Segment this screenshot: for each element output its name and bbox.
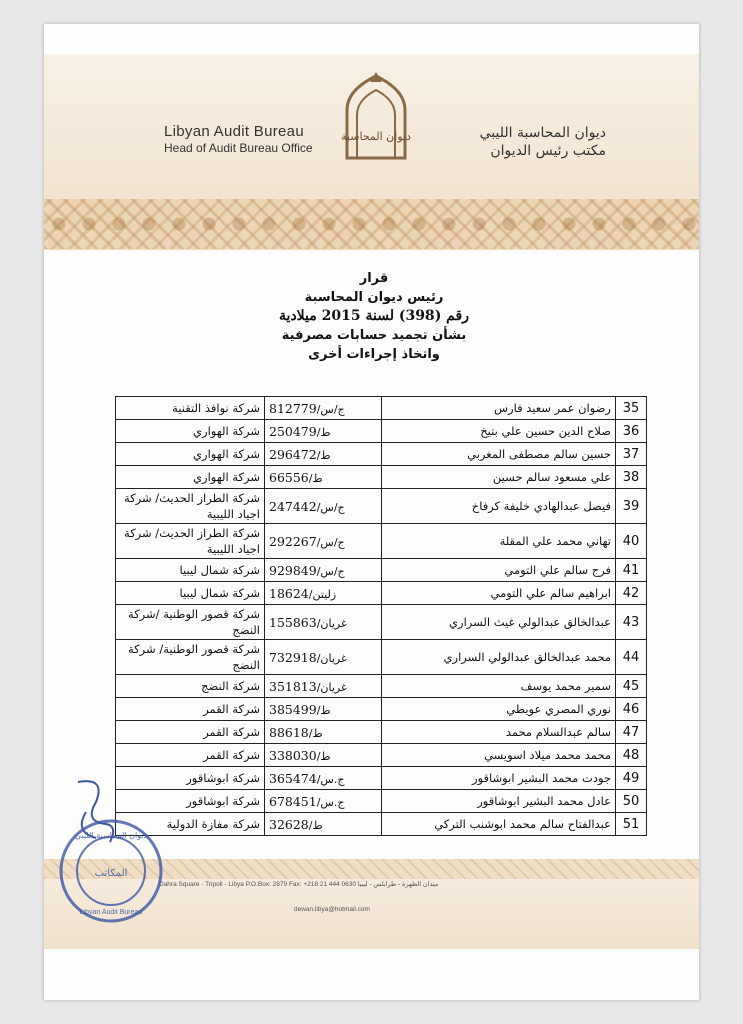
footer-email: dewan.libya@hotmail.com [294,906,370,913]
account-digits: 18624 [269,585,309,601]
account-number [265,698,382,721]
table-row [116,744,647,767]
row-number: 35 [616,397,647,420]
account-digits: 66556 [269,469,309,485]
ornament-strip [44,199,699,249]
account-number [265,767,382,790]
company-name: شركة الطراز الحديث/ شركة اجياد الليبية [116,489,265,524]
company-name: شركة الهواري [116,466,265,489]
account-digits: 155863 [269,614,317,630]
company-name: شركة شمال ليبيا [116,582,265,605]
table-row [116,524,647,559]
decision-line-4: بشأن تجميد حسابات مصرفية [281,328,467,343]
table-row [116,397,647,420]
account-digits: 385499 [269,701,317,717]
table-row [116,813,647,836]
person-name: رضوان عمر سعيد فارس [382,397,616,420]
account-number [265,675,382,698]
account-number [265,524,382,559]
english-header [164,124,313,156]
account-number [265,813,382,836]
arabic-title: ديوان المحاسبة الليبي [479,125,606,141]
account-digits: 338030 [269,747,317,763]
company-name: شركة قصور الوطنية /شركة النضج [116,605,265,640]
row-number: 42 [616,582,647,605]
decision-heading [184,269,564,364]
account-number [265,582,382,605]
official-stamp [56,816,166,926]
row-number: 51 [616,813,647,836]
company-name: شركة مفازة الدولية [116,813,265,836]
company-name: شركة الهواري [116,420,265,443]
account-number [265,559,382,582]
account-number [265,420,382,443]
table-row [116,767,647,790]
account-number [265,721,382,744]
branch-code: غريان/ [316,651,347,665]
table-row [116,559,647,582]
person-name: صلاح الدين حسين علي بتيخ [382,420,616,443]
account-digits: 88618 [269,724,309,740]
branch-code: ط/ [316,703,331,717]
account-digits: 812779 [269,400,317,416]
account-number [265,640,382,675]
row-number: 48 [616,744,647,767]
row-number: 39 [616,489,647,524]
person-name: سالم عبدالسلام محمد [382,721,616,744]
person-name: محمد عبدالخالق عبدالولي السراري [382,640,616,675]
person-name: جودت محمد البشير ابوشاقور [382,767,616,790]
branch-code: ج/س/ [316,535,345,549]
company-name: شركة شمال ليبيا [116,559,265,582]
footer-address: Dahra Square - Tripoli - Libya P.O.Box: 2879 Fax: +218 21 444 0630 ميدان الظهرة - طرابلس - ليبيا [159,881,439,888]
document-page [44,24,699,1000]
account-digits: 296472 [269,446,317,462]
company-name: شركة الهواري [116,443,265,466]
account-number [265,605,382,640]
table-row [116,489,647,524]
row-number: 45 [616,675,647,698]
company-name: شركة نوافذ التقنية [116,397,265,420]
account-number [265,466,382,489]
branch-code: ط/ [316,425,331,439]
decision-line-5: واتخاذ إجراءات أخرى [308,347,440,362]
stamp-bottom-text: Libyan Audit Bureau [79,909,143,916]
account-digits: 292267 [269,533,317,549]
person-name: عبدالخالق عبدالولي غيث السراري [382,605,616,640]
account-digits: 929849 [269,562,317,578]
logo-text: ديوان المحاسبة [341,130,411,143]
company-name: شركة ابوشاقور [116,767,265,790]
english-subtitle: Head of Audit Bureau Office [164,141,313,155]
arabic-subtitle: مكتب رئيس الديوان [490,143,606,159]
person-name: نوري المصري عويطي [382,698,616,721]
table-row [116,443,647,466]
table-row [116,640,647,675]
table-row [116,790,647,813]
person-name: علي مسعود سالم حسين [382,466,616,489]
accounts-table [115,396,647,836]
account-number [265,443,382,466]
branch-code: ج/س/ [316,564,345,578]
branch-code: غريان/ [316,680,347,694]
person-name: ابراهيم سالم علي التومي [382,582,616,605]
decision-line-2: رئيس ديوان المحاسبة [304,290,444,305]
row-number: 37 [616,443,647,466]
account-digits: 250479 [269,423,317,439]
branch-code: زليتن/ [308,587,337,601]
person-name: فيصل عبدالهادي خليفة كرفاخ [382,489,616,524]
branch-code: ج/س/ [316,500,345,514]
row-number: 50 [616,790,647,813]
branch-code: ط/ [308,726,323,740]
table-row [116,675,647,698]
row-number: 41 [616,559,647,582]
english-title: Libyan Audit Bureau [164,123,304,140]
company-name: شركة القمر [116,744,265,767]
account-number [265,790,382,813]
row-number: 38 [616,466,647,489]
table-row [116,466,647,489]
decision-line-3: رقم (398) لسنة 2015 ميلادية [279,308,469,324]
company-name: شركة القمر [116,698,265,721]
account-digits: 247442 [269,498,317,514]
table-row [116,721,647,744]
branch-code: ج.س/ [316,772,345,786]
account-digits: 365474 [269,770,317,786]
branch-code: ط/ [308,818,323,832]
person-name: فرج سالم علي التومي [382,559,616,582]
company-name: شركة القمر [116,721,265,744]
stamp-outer-text: ديوان المحاسبة الليبي [74,831,148,840]
audit-bureau-logo [327,70,425,160]
person-name: سمير محمد يوسف [382,675,616,698]
person-name: حسين سالم مصطفى المغربي [382,443,616,466]
account-digits: 678451 [269,793,317,809]
person-name: عبدالفتاح سالم محمد ابوشنب التركي [382,813,616,836]
person-name: عادل محمد البشير ابوشاقور [382,790,616,813]
stamp-inner-text: المكاتب [94,868,128,879]
branch-code: غريان/ [316,616,347,630]
branch-code: ط/ [316,749,331,763]
table-row [116,582,647,605]
row-number: 49 [616,767,647,790]
row-number: 36 [616,420,647,443]
row-number: 43 [616,605,647,640]
decision-line-1: قرار [359,271,389,286]
table-row [116,698,647,721]
arabic-header [436,124,606,160]
row-number: 40 [616,524,647,559]
account-number [265,744,382,767]
account-digits: 732918 [269,649,317,665]
person-name: تهاني محمد علي المقلة [382,524,616,559]
account-digits: 32628 [269,816,309,832]
row-number: 44 [616,640,647,675]
account-number [265,489,382,524]
company-name: شركة ابوشاقور [116,790,265,813]
branch-code: ط/ [308,471,323,485]
row-number: 47 [616,721,647,744]
account-digits: 351813 [269,678,317,694]
company-name: شركة قصور الوطنية/ شركة النضج [116,640,265,675]
branch-code: ج.س/ [316,795,345,809]
person-name: محمد محمد ميلاد اسويسي [382,744,616,767]
row-number: 46 [616,698,647,721]
account-number [265,397,382,420]
company-name: شركة الطراز الحديث/ شركة اجياد الليبية [116,524,265,559]
table-row [116,605,647,640]
branch-code: ج/س/ [316,402,345,416]
table-row [116,420,647,443]
branch-code: ط/ [316,448,331,462]
company-name: شركة النضج [116,675,265,698]
